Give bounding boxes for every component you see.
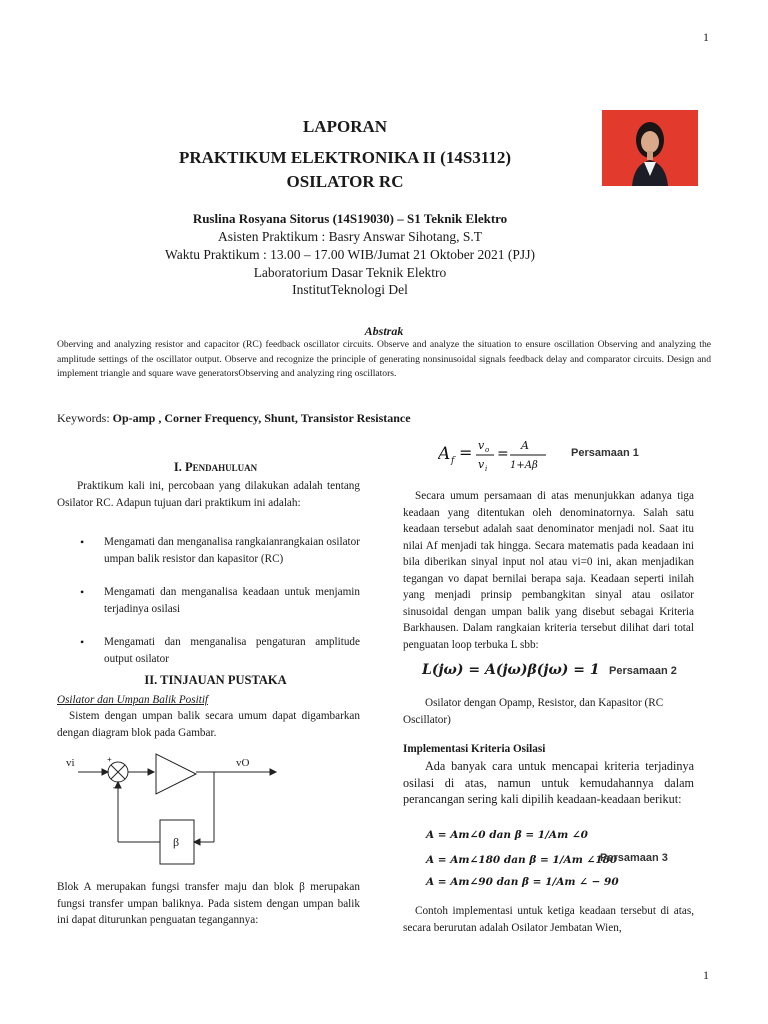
author-line: Ruslina Rosyana Sitorus (14S19030) – S1 Teknik Elektro	[192, 211, 508, 226]
section-1-number: I.	[173, 460, 185, 474]
equation-3b: A = Am∠180 dan β = 1/Am ∠180	[426, 854, 618, 866]
list-item-text: Mengamati dan menganalisa keadaan untuk menjamin terjadinya osilasi	[104, 586, 360, 615]
bullet-icon: •	[80, 535, 85, 549]
assistant-line: Asisten Praktikum : Basry Answar Sihotang, S.T	[218, 229, 482, 244]
svg-text:–: –	[113, 782, 119, 792]
paragraph-barkhausen: Secara umum persamaan di atas menunjukkan adanya tiga keadaan yang ditentukan oleh denominatornya. Salah satu keadaan tersebut adalah saat denominator menjadi nol. Saat itu nilai Af menjadi tak hingga. Secara matematis pada keadaan ini bila diberikan sinyal input nol atau vi=0 ini, akan menjadikan tegangan vo dapat bernilai berapa saja. Keadaan seperti inilah yang menjadi prinsip pembangkitan sinyal atau osilator sinusoidal dengan umpan balik yang disebut sebagai Kriteria Barkhausen. Dalam rangkaian kriteria tersebut dilihat dari total penguatan loop terbuka L sbb:	[403, 490, 694, 651]
svg-text:=: =	[459, 443, 473, 462]
report-title: LAPORAN	[302, 117, 388, 136]
institute-line: InstitutTeknologi Del	[292, 282, 408, 297]
svg-text:+: +	[107, 755, 112, 764]
list-item	[80, 634, 360, 667]
list-item	[80, 534, 360, 567]
subsection-heading-implementation: Implementasi Kriteria Osilasi	[403, 743, 546, 755]
diagram-vo-label: vO	[236, 757, 250, 769]
paragraph-rc-oscillator: Osilator dengan Opamp, Resistor, dan Kapasitor (RC Oscillator)	[403, 697, 664, 726]
abstract-heading: Abstrak	[364, 324, 404, 338]
paragraph-examples: Contoh implementasi untuk ketiga keadaan tersebut di atas, secara berurutan adalah Osilator Jembatan Wien,	[403, 905, 694, 934]
page-number-bottom: 1	[703, 968, 709, 982]
bullet-icon: •	[80, 635, 85, 649]
section-1-title: Pendahuluan	[184, 460, 258, 474]
svg-text:=: =	[497, 446, 509, 462]
time-line: Waktu Praktikum : 13.00 – 17.00 WIB/Jumat 21 Oktober 2021 (PJJ)	[165, 247, 535, 262]
intro-paragraph: Praktikum kali ini, percobaan yang dilakukan adalah tentang Osilator RC. Adapun tujuan dari praktikum ini adalah:	[57, 480, 360, 509]
svg-text:A: A	[438, 444, 451, 464]
svg-text:1+Aβ: 1+Aβ	[510, 460, 538, 471]
svg-text:A: A	[521, 439, 529, 452]
author-photo	[602, 110, 698, 186]
feedback-block-diagram	[66, 748, 298, 870]
list-item	[80, 584, 360, 617]
paragraph-feedback: Sistem dengan umpan balik secara umum dapat digambarkan dengan diagram blok pada Gambar.	[57, 710, 360, 739]
equation-3-label: Persamaan 3	[600, 852, 668, 864]
svg-text:o: o	[485, 446, 490, 454]
equation-1	[438, 433, 558, 473]
list-item-text: Mengamati dan menganalisa rangkaianrangkaian osilator umpan balik resistor dan kapasitor (RC)	[104, 536, 360, 565]
lab-line: Laboratorium Dasar Teknik Elektro	[253, 265, 447, 280]
subsection-heading: Osilator dan Umpan Balik Positif	[57, 694, 209, 706]
equation-2-label: Persamaan 2	[609, 665, 677, 677]
objectives-list	[80, 534, 360, 684]
diagram-beta-label: β	[173, 835, 180, 849]
section-1-heading	[57, 460, 374, 475]
equation-3c: A = Am∠90 dan β = 1/Am ∠ − 90	[426, 876, 619, 888]
diagram-vi-label: vi	[66, 757, 75, 769]
keywords-value: Op-amp , Corner Frequency, Shunt, Transistor Resistance	[112, 411, 411, 425]
course-title: PRAKTIKUM ELEKTRONIKA II (14S3112)	[178, 148, 511, 167]
page-number-top: 1	[703, 30, 709, 44]
list-item-text: Mengamati dan menganalisa pengaturan amplitude output osilator	[104, 636, 360, 665]
paragraph-transfer: Blok A merupakan fungsi transfer maju dan blok β merupakan fungsi transfer umpan baliknya. Pada sistem dengan umpan balik ini dapat diturunkan penguatan tegangannya:	[57, 881, 360, 926]
topic-title: OSILATOR RC	[286, 172, 404, 191]
bullet-icon: •	[80, 585, 85, 599]
abstract-text: Oberving and analyzing resistor and capacitor (RC) feedback oscillator circuits. Observe and analyze the situation to ensure oscillation Observing and analyzing the amplitude settings of the oscillator output. Observe and recognize the principle of generating nonsinusoidal signals feedback delay and comparator circuits. Design and implement triangle and square wave generatorsObserving and analyzing ring oscillators.	[57, 339, 711, 379]
paragraph-implementation: Ada banyak cara untuk mencapai kriteria terjadinya osilasi di atas, namun untuk kemudahannya dalam perancangan sering kali dipilih keadaan-keadaan berikut:	[403, 759, 694, 806]
equation-2: L(jω) = A(jω)β(jω) = 1	[422, 662, 600, 678]
section-2-heading: II. TINJAUAN PUSTAKA	[144, 673, 287, 687]
svg-text:v: v	[478, 458, 485, 471]
equation-1-label: Persamaan 1	[571, 447, 639, 459]
svg-text:v: v	[478, 439, 485, 452]
equation-3a: A = Am∠0 dan β = 1/Am ∠0	[426, 829, 588, 841]
keywords-label: Keywords:	[57, 411, 113, 425]
svg-text:f: f	[451, 456, 455, 466]
keywords	[57, 411, 411, 426]
svg-text:i: i	[485, 465, 488, 473]
